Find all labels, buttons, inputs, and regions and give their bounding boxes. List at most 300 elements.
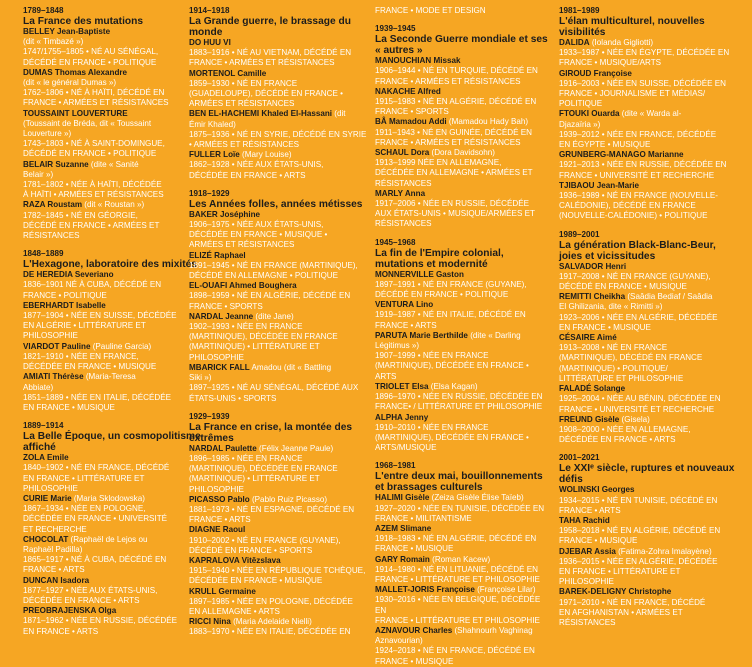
person-name-line xyxy=(375,626,553,636)
person-detail-line: (MARTINIQUE), DÉCÉDÉE EN FRANCE • xyxy=(375,361,529,371)
person-entry xyxy=(375,117,553,148)
period-section xyxy=(23,421,201,637)
person-name-line xyxy=(23,301,201,311)
person-entry xyxy=(375,331,553,382)
period-dates: 1968–1981 xyxy=(375,461,416,471)
person-detail-line: 1917–2006 • NÉE EN RUSSIE, DÉCÉDÉE xyxy=(375,199,529,209)
person-detail-line: 1906–1975 • NÉE AUX ÉTATS-UNIS, xyxy=(189,220,324,230)
person-entry xyxy=(189,281,367,312)
person-detail-line: DÉCÉDÉ EN FRANCE • SPORTS xyxy=(189,545,313,555)
person-detail-line: (MARTINIQUE), DÉCÉDÉE EN FRANCE xyxy=(189,332,338,342)
person-name-line xyxy=(375,300,553,310)
person-detail-line: FRANCE • ARMÉES ET RÉSISTANCES xyxy=(23,98,169,108)
person-detail-line: 1896–1970 • NÉE EN RUSSIE, DÉCÉDÉE EN xyxy=(375,392,543,402)
person-entry xyxy=(23,535,201,576)
period-dates: 1918–1929 xyxy=(189,188,230,198)
person-entry xyxy=(559,292,739,333)
person-detail-line: FRANCE • MUSIQUE xyxy=(375,656,454,666)
person-detail-line: DÉCÉDÉE EN ALLEMAGNE • ARMÉES ET xyxy=(375,168,533,178)
person-name-line xyxy=(23,372,201,382)
person-name: NARDAL Jeanne xyxy=(189,311,254,321)
person-name-line xyxy=(189,495,367,505)
person-name: CÉSAIRE Aimé xyxy=(559,333,617,343)
person-name: SCHAUL Dora xyxy=(375,148,430,158)
person-alias: (Roman Kacew) xyxy=(429,554,491,564)
person-detail-line: DÉCÉDÉ EN ALLEMAGNE • POLITIQUE xyxy=(189,271,339,281)
period-section xyxy=(559,453,739,628)
person-detail-line: 1781–1802 • NÉE À HAÏTI, DÉCÉDÉE xyxy=(23,180,162,190)
person-name-line xyxy=(189,251,367,261)
person-name-line xyxy=(189,109,367,119)
person-alias: (dite « Warda al- xyxy=(619,109,682,119)
person-name: MANOUCHIAN Missak xyxy=(375,56,461,66)
person-detail-line: 1910–2002 • NÉ EN FRANCE (GUYANE), xyxy=(189,535,341,545)
person-name-line xyxy=(559,69,739,79)
person-detail-line: EN ALGÉRIE • LITTÉRATURE ET xyxy=(23,321,146,331)
person-name: CHOCOLAT xyxy=(23,534,69,544)
person-detail-line: 1936–2015 • NÉE EN ALGÉRIE, DÉCÉDÉE xyxy=(559,556,718,566)
person-detail-line: 1916–2003 • NÉE EN SUISSE, DÉCÉDÉE EN xyxy=(559,78,727,88)
person-detail-line: FRANCE • LITTÉRATURE ET PHILOSOPHIE xyxy=(375,574,540,584)
person-detail-line: 1871–1962 • NÉE EN RUSSIE, DÉCÉDÉE xyxy=(23,616,177,626)
person-detail-line: DÉCÉDÉ EN FRANCE • POLITIQUE xyxy=(375,290,509,300)
person-detail-line: DÉCÉDÉE EN FRANCE • MUSIQUE xyxy=(23,362,157,372)
person-detail-line: FRANCE • SPORTS xyxy=(375,107,449,117)
person-detail-line: Aznavourian) xyxy=(375,636,423,646)
person-name: AMIATI Thérèse xyxy=(23,372,84,382)
person-name-line xyxy=(23,342,201,352)
person-detail-line: 1865–1917 • NÉ À CUBA, DÉCÉDÉ EN xyxy=(23,555,167,565)
person-detail-line: 1913–2008 • NÉ EN FRANCE xyxy=(559,343,668,353)
person-entry xyxy=(23,160,201,201)
person-detail-line: (dit « Timbazé ») xyxy=(23,37,84,47)
person-name-line xyxy=(23,27,201,37)
person-name: AZNAVOUR Charles xyxy=(375,625,453,635)
person-detail-line: FRANCE • ARTS xyxy=(559,505,621,515)
person-name: MORTENOL Camille xyxy=(189,68,267,78)
period-dates: 1789–1848 xyxy=(23,6,64,15)
period-dates: 1889–1914 xyxy=(23,421,64,431)
person-detail-line: FRANCE • ARTS xyxy=(23,565,85,575)
person-name: BAREK-DELIGNY Christophe xyxy=(559,587,672,597)
person-detail-line: 1867–1934 • NÉE EN POLOGNE, xyxy=(23,504,146,514)
person-alias: (Gisela) xyxy=(619,414,650,424)
person-detail-line: Légitimus ») xyxy=(375,341,420,351)
person-detail-line: 1936–1989 • NÉ EN FRANCE (NOUVELLE- xyxy=(559,191,718,201)
person-detail-line: ÉTATS-UNIS • SPORTS xyxy=(189,393,277,403)
person-detail-line: EN ÉGYPTE • MUSIQUE xyxy=(559,140,651,150)
period-dates: 1929–1939 xyxy=(189,411,230,421)
person-name-line xyxy=(559,485,739,495)
period-section xyxy=(375,24,553,229)
person-entry xyxy=(189,150,367,181)
period-heading: Le XXIᵉ siècle, ruptures et nouveaux défis xyxy=(559,463,735,486)
person-name: MBARICK FALL xyxy=(189,362,250,372)
person-detail-line: FRANCE• / LITTÉRATURE ET PHILOSOPHIE xyxy=(375,402,543,412)
person-detail-line: EN ALLEMAGNE • ARTS xyxy=(189,606,280,616)
period-dates: 1981–1989 xyxy=(559,6,600,15)
person-detail-line: 1743–1803 • NÉ À SAINT-DOMINGUE, xyxy=(23,139,165,149)
person-alias: (Mamadou Hady Bah) xyxy=(446,117,529,127)
person-name-line xyxy=(375,585,553,595)
person-name-line xyxy=(559,516,739,526)
person-name-line xyxy=(375,331,553,341)
person-detail-line: CALÉDONIE), DÉCÉDÉ EN FRANCE xyxy=(559,201,696,211)
person-detail-line: FRANCE • ARMÉES ET RÉSISTANCES xyxy=(375,137,521,147)
person-detail-line: FRANCE • UNIVERSITÉ ET RECHERCHE xyxy=(559,404,715,414)
person-name-line xyxy=(559,333,739,343)
person-name: DALIDA xyxy=(559,38,590,47)
person-entry xyxy=(189,210,367,251)
person-name-line xyxy=(559,415,739,425)
person-name-line xyxy=(559,292,739,302)
person-detail-line: DÉCÉDÉE EN FRANCE • MUSIQUE • xyxy=(189,230,328,240)
person-name-line xyxy=(189,150,367,160)
person-detail-line: 1914–1980 • NÉ EN LITUANIE, DÉCÉDÉ EN xyxy=(375,564,538,574)
person-name-line xyxy=(189,617,367,627)
person-name: RAZA Roustam xyxy=(23,200,83,210)
person-entry xyxy=(375,413,553,454)
person-name-line xyxy=(375,555,553,565)
person-entry xyxy=(23,342,201,373)
person-alias: (Félix Jeanne Paule) xyxy=(256,443,334,453)
person-entry xyxy=(559,485,739,516)
person-alias: (Françoise Lilar) xyxy=(474,585,536,595)
person-entry xyxy=(23,68,201,109)
person-name-line xyxy=(375,493,553,503)
person-name-line xyxy=(23,453,201,463)
person-detail-line: POLITIQUE xyxy=(559,99,603,109)
person-entry xyxy=(189,556,367,587)
person-detail-line: (Toussaint de Bréda, dit « Toussaint xyxy=(23,118,152,128)
period-section xyxy=(23,249,201,413)
person-entry xyxy=(559,109,739,150)
person-detail-line: 1836–1901 NÉ À CUBA, DÉCÉDÉ EN xyxy=(23,280,162,290)
person-detail-line: (MARTINIQUE) • LITTÉRATURE ET xyxy=(189,474,320,484)
person-detail-line: FRANCE • ARTS xyxy=(375,320,437,330)
person-detail-line: (dit « le général Dumas ») xyxy=(23,78,117,88)
person-name: WOLINSKI Georges xyxy=(559,485,635,495)
timeline-column xyxy=(23,6,201,637)
period-dates: 1939–1945 xyxy=(375,24,416,34)
person-detail-line: 1921–2013 • NÉE EN RUSSIE, DÉCÉDÉE EN xyxy=(559,160,727,170)
person-detail-line: 1919–1987 • NÉ EN ITALIE, DÉCÉDÉ EN xyxy=(375,310,526,320)
person-detail-line: 1934–2015 • NÉ EN TUNISIE, DÉCÉDÉ EN xyxy=(559,495,718,505)
person-entry xyxy=(375,6,553,16)
person-detail-line: FRANCE • MUSIQUE/ARTS xyxy=(559,58,662,68)
person-detail-line: Djazaïria ») xyxy=(559,119,601,129)
person-detail-line: 1859–1930 • NÉ EN FRANCE xyxy=(189,78,298,88)
person-name-line xyxy=(23,270,201,280)
person-detail-line: (MARTINIQUE), DÉCÉDÉ EN FRANCE xyxy=(559,353,703,363)
person-name: MARLY Anna xyxy=(375,188,426,198)
person-entry xyxy=(559,547,739,588)
period-heading: L'Hexagone, laboratoire des mixités xyxy=(23,259,197,271)
person-name-line xyxy=(189,525,367,535)
person-detail-line: RÉSISTANCES xyxy=(559,617,616,627)
person-name-line xyxy=(189,38,367,48)
person-detail-line: 1915–1940 • NÉE EN RÉPUBLIQUE TCHÈQUE, xyxy=(189,566,366,576)
person-alias: (Maria Sklodowska) xyxy=(71,493,145,503)
person-alias: (Fatima-Zohra Imalayène) xyxy=(615,546,712,556)
person-detail-line: 1902–1993 • NÉE EN FRANCE xyxy=(189,322,303,332)
person-detail-line: PHILOSOPHIE xyxy=(23,331,78,341)
person-detail-line: PHILOSOPHIE xyxy=(23,483,78,493)
person-entry xyxy=(375,585,553,626)
person-alias: (Shahnourh Vaghinag xyxy=(452,625,533,635)
person-detail-line: DÉCÉDÉ EN FRANCE • ARMÉES ET xyxy=(23,220,160,230)
person-detail-line: 1883–1970 • NÉE EN ITALIE, DÉCÉDÉE EN xyxy=(189,627,351,637)
period-section xyxy=(189,189,367,404)
person-name: TJIBAOU Jean-Marie xyxy=(559,180,640,190)
person-entry xyxy=(23,270,201,301)
person-name: VENTURA Lino xyxy=(375,300,434,310)
person-name: EL-OUAFI Ahmed Boughera xyxy=(189,281,297,291)
person-detail-line: EN FRANCE • MUSIQUE xyxy=(559,322,651,332)
person-detail-line: Siki ») xyxy=(189,373,212,383)
person-name-line xyxy=(189,587,367,597)
person-name: GIROUD Françoise xyxy=(559,68,632,78)
person-name: ZOLA Emile xyxy=(23,453,69,463)
person-name: BEN EL-HACHEMI Khaled El-Hassani xyxy=(189,109,333,119)
period-heading: L'entre deux mai, bouillonnements et brassages culturels xyxy=(375,471,543,494)
person-name: FULLER Loïe xyxy=(189,150,240,160)
person-entry xyxy=(23,606,201,637)
person-detail-line: 1927–2020 • NÉE EN TUNISIE, DÉCÉDÉE EN xyxy=(375,503,545,513)
person-entry xyxy=(189,363,367,404)
person-name: VIARDOT Pauline xyxy=(23,341,91,351)
person-name: BAKER Joséphine xyxy=(189,209,261,219)
person-detail-line: 1971–2010 • NÉ EN FRANCE, DÉCÉDÉ xyxy=(559,597,706,607)
person-name: CURIE Marie xyxy=(23,493,72,503)
period-heading: La fin de l'Empire colonial, mutations et modernité xyxy=(375,247,504,270)
person-entry xyxy=(189,69,367,110)
person-detail-line: Émir Khaled) xyxy=(189,119,236,129)
timeline-column xyxy=(189,6,367,638)
period-heading: La Belle Époque, un cosmopolitisme affiché xyxy=(23,431,201,454)
person-detail-line: 1840–1902 • NÉ EN FRANCE, DÉCÉDÉ xyxy=(23,463,170,473)
person-detail-line: DÉCÉDÉE EN FRANCE • ARTS xyxy=(189,170,306,180)
person-name-line xyxy=(23,160,201,170)
person-detail-line: Louverture ») xyxy=(23,129,72,139)
person-detail-line: DÉCÉDÉ EN FRANCE • POLITIQUE xyxy=(23,149,157,159)
person-entry xyxy=(375,189,553,230)
person-detail-line: RÉSISTANCES xyxy=(23,231,80,241)
period-section xyxy=(559,230,739,446)
person-name-line xyxy=(189,363,367,373)
person-entry xyxy=(375,56,553,87)
person-alias: (Dora Davidsohn) xyxy=(429,148,495,158)
person-name-line xyxy=(23,109,201,119)
period-dates: 1945–1968 xyxy=(375,237,416,247)
person-detail-line: (GUADELOUPE), DÉCÉDÉ EN FRANCE • xyxy=(189,89,343,99)
person-entry xyxy=(559,384,739,415)
person-detail-line: ARTS xyxy=(375,371,397,381)
person-detail-line: 1762–1806 • NÉ À HAÏTI, DÉCÉDÉ EN xyxy=(23,88,165,98)
person-alias: (Maria-Teresa xyxy=(83,372,136,382)
person-detail-line: FRANCE • ARMÉES ET RÉSISTANCES xyxy=(375,76,521,86)
person-detail-line: EN FRANCE • LITTÉRATURE ET xyxy=(23,473,145,483)
person-entry xyxy=(375,626,553,667)
person-name: FALADÉ Solange xyxy=(559,384,626,394)
person-name-line xyxy=(375,117,553,127)
person-detail-line: 1883–1916 • NÉ AU VIETNAM, DÉCÉDÉ EN xyxy=(189,48,352,58)
person-detail-line: FRANCE • POLITIQUE xyxy=(23,290,107,300)
person-detail-line: (MARTINIQUE) • LITTÉRATURE ET xyxy=(189,342,320,352)
timeline-column xyxy=(375,6,553,667)
period-heading: Les Années folles, années métisses xyxy=(189,198,363,210)
person-entry xyxy=(189,251,367,282)
person-detail-line: ET RECHERCHE xyxy=(23,524,87,534)
person-entry xyxy=(375,270,553,301)
person-detail-line: (MARTINIQUE), DÉCÉDÉE EN FRANCE xyxy=(189,464,338,474)
person-detail-line: 1851–1889 • NÉE EN ITALIE, DÉCÉDÉE xyxy=(23,392,171,402)
person-entry xyxy=(23,109,201,160)
person-detail-line: (MARTINIQUE) • POLITIQUE/ xyxy=(559,363,668,373)
person-detail-line: 1897–1925 • NÉ AU SÉNÉGAL, DÉCÉDÉ AUX xyxy=(189,383,359,393)
person-detail-line: 1939–2012 • NÉE EN FRANCE, DÉCÉDÉE xyxy=(559,129,717,139)
person-detail-line: 1917–2008 • NÉ EN FRANCE (GUYANE), xyxy=(559,271,711,281)
person-name-line xyxy=(23,535,201,545)
person-detail-line: FRANCE • MUSIQUE xyxy=(375,544,454,554)
person-entry xyxy=(189,444,367,495)
person-name: FREUND Gisèle xyxy=(559,414,620,424)
person-entry xyxy=(23,576,201,607)
person-detail-line: FRANCE • JOURNALISME ET MÉDIAS/ xyxy=(559,89,706,99)
person-entry xyxy=(375,87,553,118)
person-entry xyxy=(559,516,739,547)
person-detail-line: 1958–2018 • NÉ EN ALGÉRIE, DÉCÉDÉ EN xyxy=(559,526,721,536)
person-entry xyxy=(559,38,739,69)
person-detail-line: (NOUVELLE-CALÉDONIE) • POLITIQUE xyxy=(559,211,708,221)
person-alias: (Elsa Kagan) xyxy=(428,381,478,391)
person-name-line xyxy=(559,262,739,272)
person-detail-line: EN FRANCE • MUSIQUE xyxy=(23,402,115,412)
person-detail-line: ARMÉES ET RÉSISTANCES xyxy=(189,240,295,250)
person-name: MALLET-JORIS Françoise xyxy=(375,585,475,595)
person-detail-line: PHILOSOPHIE xyxy=(189,352,244,362)
person-name-line xyxy=(189,281,367,291)
person-alias: (Saâdia Bediaf / Saâdia xyxy=(625,292,713,302)
person-detail-line: FRANCE • MILITANTISME xyxy=(375,513,472,523)
person-alias: (Pauline Garcia) xyxy=(90,341,152,351)
person-entry xyxy=(23,301,201,342)
person-name: NAKACHE Alfred xyxy=(375,86,441,96)
person-detail-line: 1933–1987 • NÉE EN ÉGYPTE, DÉCÉDÉE EN xyxy=(559,48,730,58)
timeline-column xyxy=(559,6,739,628)
person-entry xyxy=(189,495,367,526)
person-name: RICCI Nina xyxy=(189,617,231,627)
person-entry xyxy=(23,200,201,241)
period-dates: 2001–2021 xyxy=(559,453,600,463)
period-heading: La France des mutations xyxy=(23,16,144,27)
person-detail-line: FRANCE • LITTÉRATURE ET PHILOSOPHIE xyxy=(375,615,540,625)
person-detail-line: 1913–1999 NÉE EN ALLEMAGNE, xyxy=(375,158,502,168)
person-alias: (dit « Roustan ») xyxy=(82,200,145,210)
person-detail-line: DÉCÉDÉ EN FRANCE • POLITIQUE xyxy=(23,57,157,67)
person-name: FTOUKI Ouarda xyxy=(559,109,620,119)
person-name-line xyxy=(375,413,553,423)
person-alias: Amadou (dit « Battling xyxy=(249,362,332,372)
person-entry xyxy=(559,587,739,628)
person-detail-line: El Ghilizania, dite « Rimitti ») xyxy=(559,302,663,312)
person-detail-line: (MARTINIQUE), DÉCÉDÉE EN FRANCE • xyxy=(375,432,529,442)
person-name: NARDAL Paulette xyxy=(189,443,257,453)
person-detail-line: 1782–1845 • NÉ EN GÉORGIE, xyxy=(23,210,138,220)
person-detail-line: 1877–1927 • NÉE AUX ÉTATS-UNIS, xyxy=(23,585,158,595)
person-detail-line: Raphaël Padilla) xyxy=(23,544,83,554)
person-entry xyxy=(559,333,739,384)
person-detail-line: RÉSISTANCES xyxy=(375,219,432,229)
person-name-line xyxy=(559,547,739,557)
person-detail-line: DÉCÉDÉ EN FRANCE • MUSIQUE xyxy=(559,282,687,292)
person-name-line xyxy=(189,444,367,454)
person-detail-line: EN FRANCE • LITTÉRATURE ET xyxy=(559,566,681,576)
person-name: REMITTI Cheikha xyxy=(559,292,626,302)
person-detail-line: FRANCE • SPORTS xyxy=(189,301,263,311)
person-name: SALVADOR Henri xyxy=(559,261,627,271)
person-detail-line: ARMÉES ET RÉSISTANCES xyxy=(189,99,295,109)
person-name-line xyxy=(375,270,553,280)
person-name-line xyxy=(23,606,201,616)
person-alias: (Iolanda Gigliotti) xyxy=(589,38,654,47)
person-entry xyxy=(189,38,367,69)
person-detail-line: PHILOSOPHIE xyxy=(189,484,244,494)
person-alias: (Zeiza Gisèle Élise Taïeb) xyxy=(429,493,524,503)
period-heading: La France en crise, la montée des extrêmes xyxy=(189,421,353,444)
person-name: BELAIR Suzanne xyxy=(23,159,89,169)
person-name-line xyxy=(23,494,201,504)
person-name: TOUSSAINT LOUVERTURE xyxy=(23,108,128,118)
period-heading: La Seconde Guerre mondiale et ses « autres » xyxy=(375,34,548,57)
person-alias: (dit xyxy=(332,109,346,119)
person-detail-line: AUX ÉTATS-UNIS • MUSIQUE/ARMÉES ET xyxy=(375,209,535,219)
person-detail-line: FRANCE • ARTS xyxy=(189,515,251,525)
person-entry xyxy=(375,300,553,331)
person-detail-line: DÉCÉDÉE EN FRANCE • UNIVERSITÉ xyxy=(23,514,168,524)
person-detail-line: 1907–1999 • NÉE EN FRANCE xyxy=(375,351,489,361)
person-name: DJEBAR Assia xyxy=(559,546,616,556)
person-detail-line: 1881–1973 • NÉ EN ESPAGNE, DÉCÉDÉ EN xyxy=(189,504,355,514)
person-detail-line: Abbiate) xyxy=(23,382,54,392)
person-detail-line: 1923–2006 • NÉE EN ALGÉRIE, DÉCÉDÉE xyxy=(559,312,718,322)
person-entry xyxy=(189,525,367,556)
person-alias: (dite Jane) xyxy=(253,311,294,321)
person-detail-line: EN AFGHANISTAN • ARMÉES ET xyxy=(559,607,683,617)
person-name-line xyxy=(189,312,367,322)
period-section xyxy=(375,6,553,16)
person-name-line xyxy=(559,587,739,597)
person-detail-line: FRANCE • UNIVERSITÉ ET RECHERCHE xyxy=(559,170,715,180)
person-name-line xyxy=(559,38,739,48)
person-name: TRIOLET Elsa xyxy=(375,381,429,391)
person-name: PICASSO Pablo xyxy=(189,494,250,504)
person-name-line xyxy=(23,576,201,586)
person-alias: (Mary Louise) xyxy=(239,150,292,160)
person-entry xyxy=(23,453,201,494)
person-detail-line: FRANCE • ARMÉES ET RÉSISTANCES xyxy=(189,58,335,68)
person-detail-line: 1891–1945 • NÉ EN FRANCE (MARTINIQUE), xyxy=(189,260,358,270)
person-detail-line: 1875–1936 • NÉ EN SYRIE, DÉCÉDÉ EN SYRIE xyxy=(189,129,367,139)
person-entry xyxy=(189,109,367,150)
person-alias: (dite « Sanité xyxy=(88,159,139,169)
person-detail-line: • ARMÉES ET RÉSISTANCES xyxy=(189,140,300,150)
person-entry xyxy=(559,415,739,446)
period-heading: La génération Black-Blanc-Beur, joies et vicissitudes xyxy=(559,239,716,262)
person-name-line xyxy=(189,556,367,566)
person-entry xyxy=(189,587,367,618)
period-section xyxy=(189,412,367,638)
